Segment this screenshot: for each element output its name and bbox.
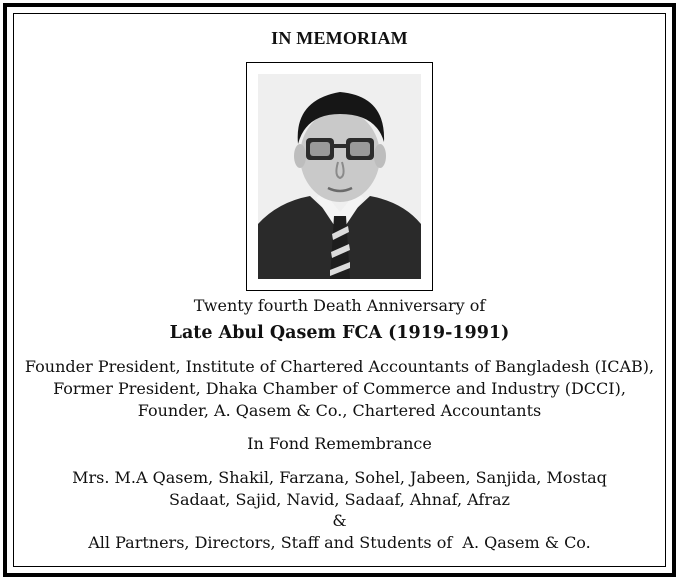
ampersand: & [332,511,347,530]
anniversary-line: Twenty fourth Death Anniversary of [193,296,486,315]
closing-line: All Partners, Directors, Staff and Students of A. Qasem & Co. [88,533,591,552]
remembrance-line: In Fond Remembrance [247,434,432,453]
honoree-name: Late Abul Qasem FCA (1919-1991) [169,323,510,343]
role-line: Former President, Dhaka Chamber of Commerce and Industry (DCCI), [53,379,626,398]
memorial-notice [3,3,676,577]
role-line: Founder President, Institute of Chartered Accountants of Bangladesh (ICAB), [24,357,655,376]
portrait-frame [246,62,433,291]
notice-title: IN MEMORIAM [271,28,408,48]
role-line: Founder, A. Qasem & Co., Chartered Accountants [137,401,542,420]
portrait-illustration [258,74,421,279]
inner-border [13,13,666,567]
family-line: Sadaat, Sajid, Navid, Sadaaf, Ahnaf, Afraz [169,490,510,509]
portrait-photo [258,74,421,279]
family-line: Mrs. M.A Qasem, Shakil, Farzana, Sohel, Jabeen, Sanjida, Mostaq [72,468,607,487]
